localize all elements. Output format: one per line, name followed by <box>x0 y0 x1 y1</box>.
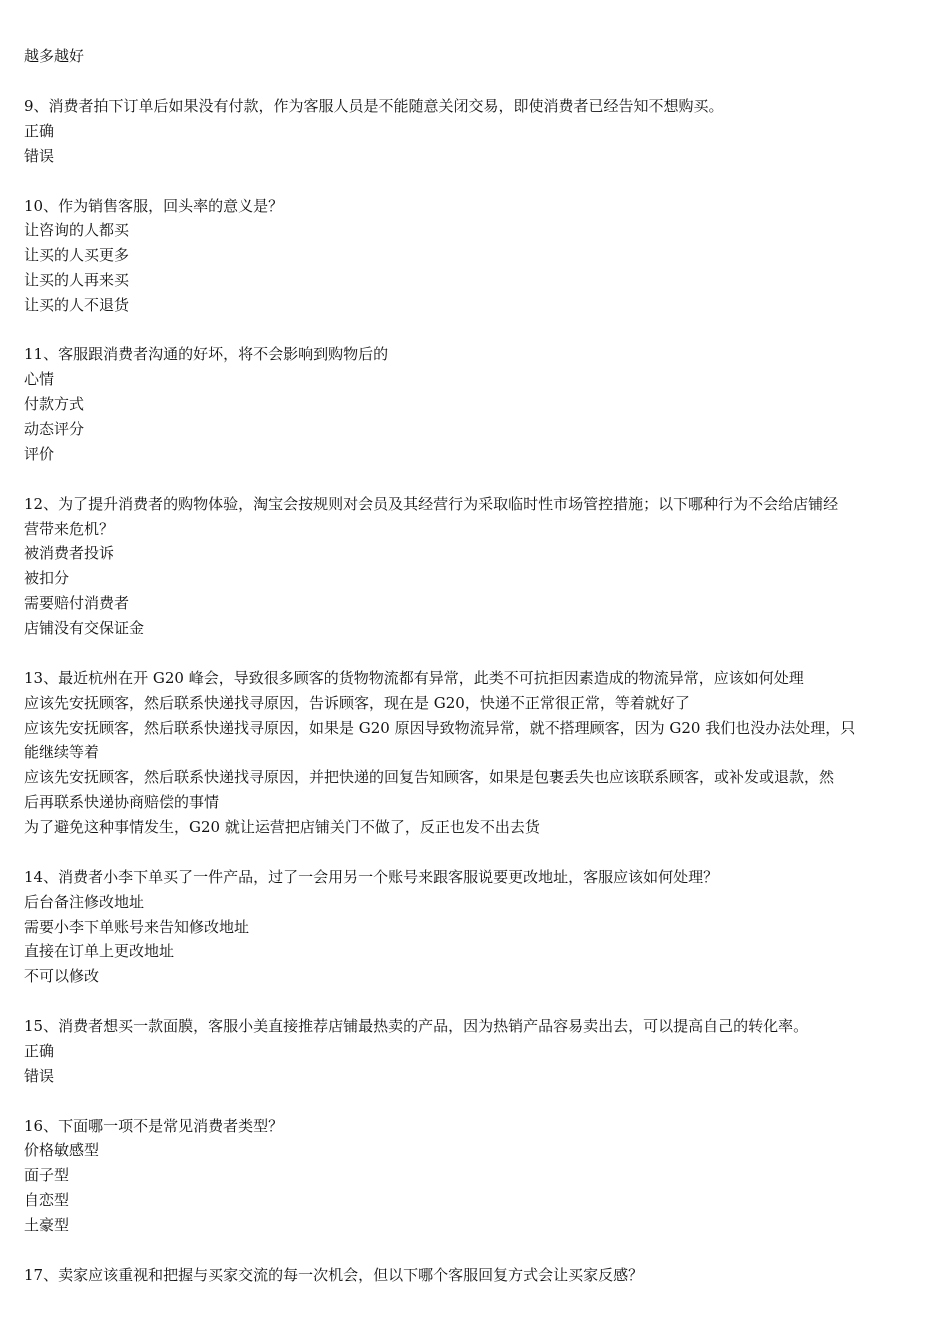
option-line: 动态评分 <box>24 420 85 438</box>
question-12-cont: 营带来危机？ <box>24 520 115 538</box>
option-line: 正确 <box>24 122 55 140</box>
question-10: 10、作为销售客服，回头率的意义是？ <box>24 197 284 215</box>
option-line: 心情 <box>24 370 55 388</box>
text-line: 越多越好 <box>24 47 85 65</box>
option-line-cont: 能继续等着 <box>24 743 100 761</box>
option-line: 为了避免这种事情发生，G20 就让运营把店铺关门不做了，反正也发不出去货 <box>24 818 540 836</box>
option-line: 需要赔付消费者 <box>24 594 130 612</box>
option-line: 让买的人再来买 <box>24 271 130 289</box>
option-line: 直接在订单上更改地址 <box>24 942 175 960</box>
option-line: 土豪型 <box>24 1216 70 1234</box>
question-11: 11、客服跟消费者沟通的好坏，将不会影响到购物后的 <box>24 345 389 363</box>
option-line: 价格敏感型 <box>24 1141 100 1159</box>
option-line: 正确 <box>24 1042 55 1060</box>
question-12: 12、为了提升消费者的购物体验，淘宝会按规则对会员及其经营行为采取临时性市场管控措施；以下哪种行为不会给店铺经 <box>24 495 839 513</box>
question-13: 13、最近杭州在开 G20 峰会，导致很多顾客的货物物流都有异常，此类不可抗拒因素造成的物流异常，应该如何处理 <box>24 669 804 687</box>
option-line: 自恋型 <box>24 1191 70 1209</box>
option-line: 让买的人买更多 <box>24 246 130 264</box>
option-line: 应该先安抚顾客，然后联系快递找寻原因，告诉顾客，现在是 G20，快递不正常很正常，等着就好了 <box>24 694 690 712</box>
question-9: 9、消费者拍下订单后如果没有付款，作为客服人员是不能随意关闭交易，即使消费者已经告知不想购买。 <box>24 97 724 115</box>
option-line: 付款方式 <box>24 395 85 413</box>
option-line: 被扣分 <box>24 569 70 587</box>
option-line-cont: 后再联系快递协商赔偿的事情 <box>24 793 220 811</box>
option-line: 评价 <box>24 445 55 463</box>
option-line: 店铺没有交保证金 <box>24 619 145 637</box>
option-line: 错误 <box>24 147 55 165</box>
option-line: 被消费者投诉 <box>24 544 115 562</box>
question-16: 16、下面哪一项不是常见消费者类型？ <box>24 1117 284 1135</box>
question-14: 14、消费者小李下单买了一件产品，过了一会用另一个账号来跟客服说要更改地址，客服应该如何处理？ <box>24 868 719 886</box>
option-line: 不可以修改 <box>24 967 100 985</box>
option-line: 后台备注修改地址 <box>24 893 145 911</box>
option-line: 让买的人不退货 <box>24 296 130 314</box>
option-line: 需要小李下单账号来告知修改地址 <box>24 918 250 936</box>
question-15: 15、消费者想买一款面膜，客服小美直接推荐店铺最热卖的产品，因为热销产品容易卖出去，可以提高自己的转化率。 <box>24 1017 809 1035</box>
option-line: 面子型 <box>24 1166 70 1184</box>
option-line: 让咨询的人都买 <box>24 221 130 239</box>
question-17: 17、卖家应该重视和把握与买家交流的每一次机会，但以下哪个客服回复方式会让买家反感？ <box>24 1266 644 1284</box>
option-line: 应该先安抚顾客，然后联系快递找寻原因，如果是 G20 原因导致物流异常，就不搭理顾客，因为 G20 我们也没办法处理，只 <box>24 719 856 737</box>
option-line: 应该先安抚顾客，然后联系快递找寻原因，并把快递的回复告知顾客，如果是包裹丢失也应该联系顾客，或补发或退款，然 <box>24 768 835 786</box>
option-line: 错误 <box>24 1067 55 1085</box>
